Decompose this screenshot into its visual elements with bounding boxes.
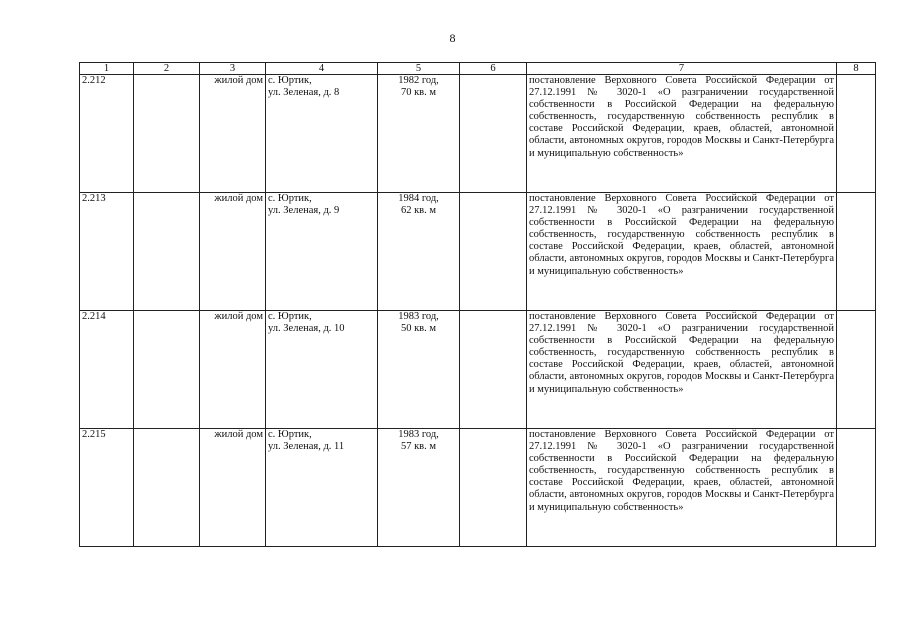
legal-basis-cell: постановление Верховного Совета Российской Федерации от 27.12.1991 № 3020-1 «О разграничении государственной собственности в Российской Федерации на федеральную собственность, государственную собственность республик в составе Российской Федерации, краев, областей, автономной области, автономных округов, городов Москвы и Санкт-Петербурга и муниципальную собственность» [527,429,837,547]
floor-area: 50 кв. м [400,323,437,335]
build-year: 1983 год, [398,429,439,440]
address-locality: с. Юртик, [268,311,312,322]
address-street: ул. Зеленая, д. 10 [268,323,345,335]
build-year: 1982 год, [398,75,439,86]
table-row [80,193,876,311]
characteristics-cell [378,193,460,311]
item-number-cell: 2.215 [80,429,134,547]
empty-cell [460,311,527,429]
empty-cell [460,429,527,547]
characteristics-cell [378,429,460,547]
column-header: 3 [200,63,266,75]
floor-area: 70 кв. м [400,87,437,99]
legal-basis-cell: постановление Верховного Совета Российской Федерации от 27.12.1991 № 3020-1 «О разграничении государственной собственности в Российской Федерации на федеральную собственность, государственную собственность республик в составе Российской Федерации, краев, областей, автономной области, автономных округов, городов Москвы и Санкт-Петербурга и муниципальную собственность» [527,193,837,311]
table-row [80,311,876,429]
column-header: 6 [460,63,527,75]
object-type-cell: жилой дом [200,75,266,193]
table-row [80,75,876,193]
column-number-header-row [80,63,876,75]
address-cell [266,75,378,193]
empty-cell [134,429,200,547]
build-year: 1983 год, [398,311,439,322]
property-register-table [79,62,876,547]
item-number-cell: 2.213 [80,193,134,311]
column-header: 7 [527,63,837,75]
object-type-cell: жилой дом [200,429,266,547]
address-street: ул. Зеленая, д. 8 [268,87,340,99]
address-locality: с. Юртик, [268,429,312,440]
address-cell [266,193,378,311]
column-header: 4 [266,63,378,75]
table-row [80,429,876,547]
object-type-cell: жилой дом [200,193,266,311]
empty-cell [134,311,200,429]
empty-cell [460,193,527,311]
address-street: ул. Зеленая, д. 9 [268,205,340,217]
address-street: ул. Зеленая, д. 11 [268,441,345,453]
empty-cell [837,193,876,311]
column-header: 8 [837,63,876,75]
empty-cell [837,75,876,193]
empty-cell [837,311,876,429]
address-locality: с. Юртик, [268,75,312,86]
floor-area: 62 кв. м [400,205,437,217]
empty-cell [460,75,527,193]
address-cell [266,311,378,429]
empty-cell [837,429,876,547]
legal-basis-cell: постановление Верховного Совета Российской Федерации от 27.12.1991 № 3020-1 «О разграничении государственной собственности в Российской Федерации на федеральную собственность, государственную собственность республик в составе Российской Федерации, краев, областей, автономной области, автономных округов, городов Москвы и Санкт-Петербурга и муниципальную собственность» [527,75,837,193]
empty-cell [134,193,200,311]
column-header: 1 [80,63,134,75]
floor-area: 57 кв. м [400,441,437,453]
characteristics-cell [378,75,460,193]
characteristics-cell [378,311,460,429]
empty-cell [134,75,200,193]
item-number-cell: 2.214 [80,311,134,429]
column-header: 2 [134,63,200,75]
address-cell [266,429,378,547]
build-year: 1984 год, [398,193,439,204]
item-number-cell: 2.212 [80,75,134,193]
page-number: 8 [449,31,456,45]
object-type-cell: жилой дом [200,311,266,429]
address-locality: с. Юртик, [268,193,312,204]
legal-basis-cell: постановление Верховного Совета Российской Федерации от 27.12.1991 № 3020-1 «О разграничении государственной собственности в Российской Федерации на федеральную собственность, государственную собственность республик в составе Российской Федерации, краев, областей, автономной области, автономных округов, городов Москвы и Санкт-Петербурга и муниципальную собственность» [527,311,837,429]
column-header: 5 [378,63,460,75]
